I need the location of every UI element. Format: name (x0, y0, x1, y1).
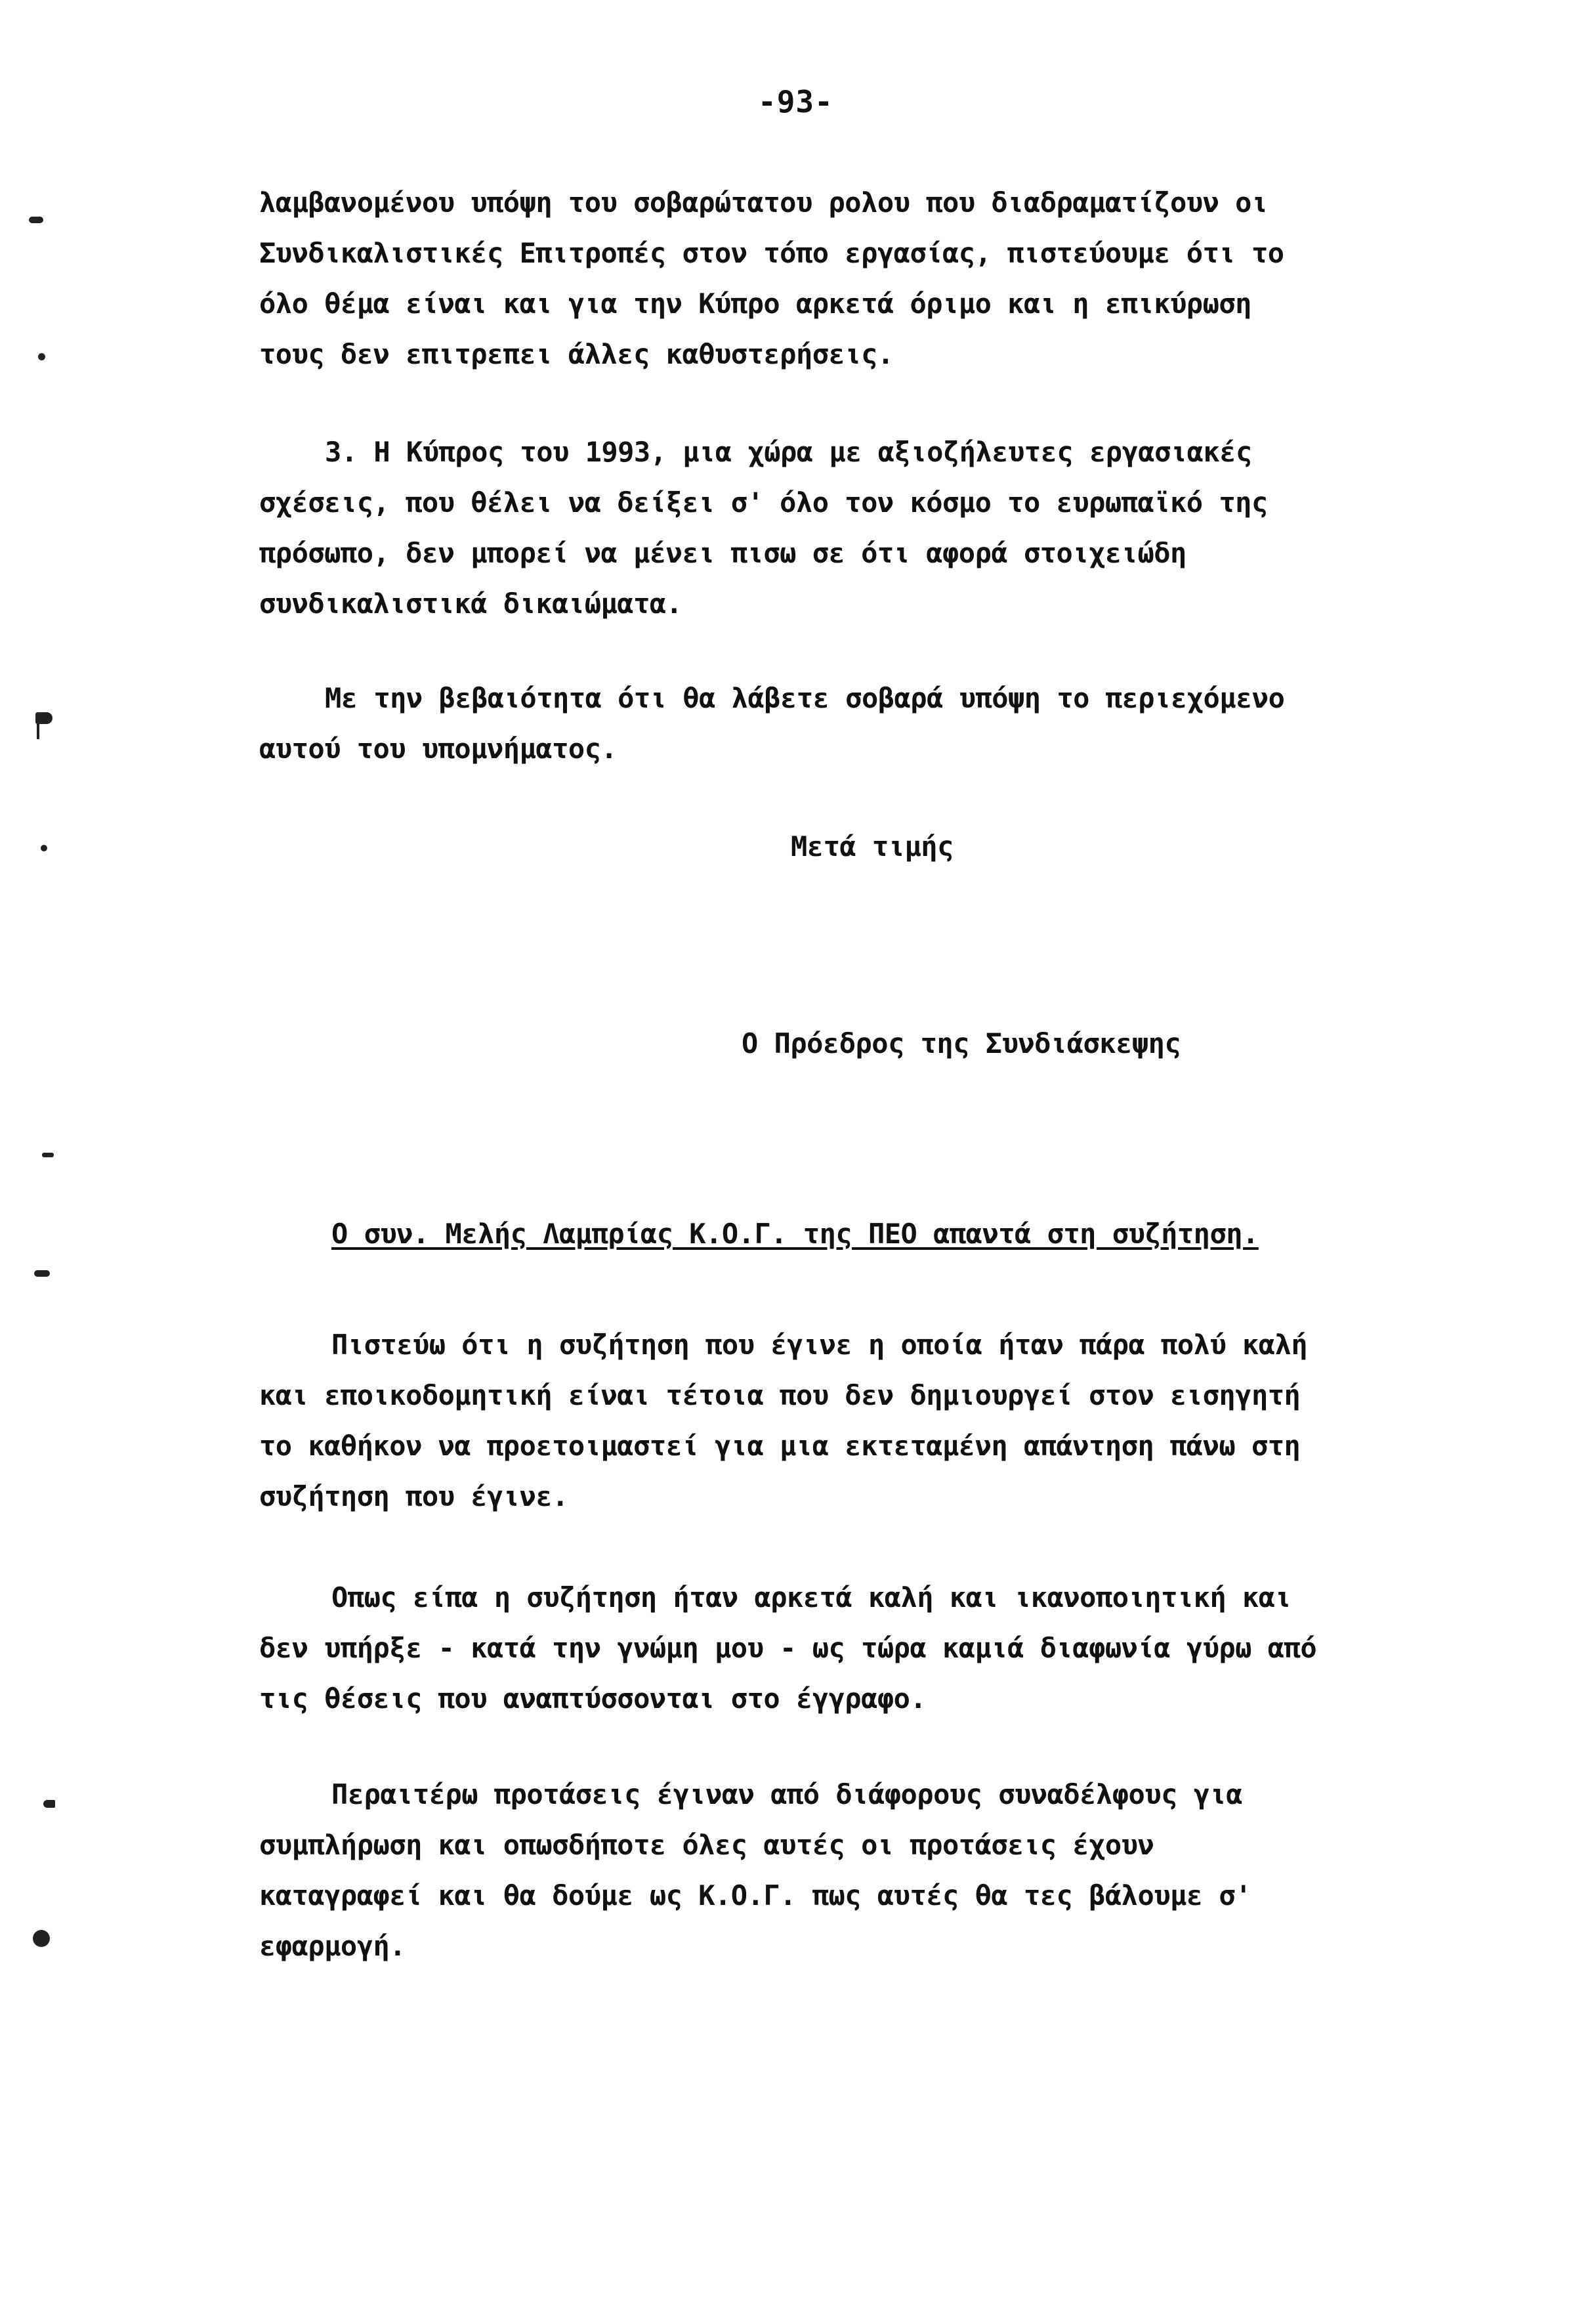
text-line: όλο θέμα είναι και για την Κύπρο αρκετά όριμο και η επικύρωση (259, 288, 1251, 320)
margin-mark (34, 1270, 50, 1277)
text-line: Συνδικαλιστικές Επιτροπές στον τόπο εργασίας, πιστεύουμε ότι το (259, 237, 1284, 269)
paragraph-6 (259, 1769, 1251, 1971)
margin-mark (41, 845, 47, 851)
text-line: συνδικαλιστικά δικαιώματα. (259, 588, 682, 620)
text-line: τις θέσεις που αναπτύσσονται στο έγγραφο. (259, 1682, 927, 1715)
text-line: εφαρμογή. (259, 1930, 406, 1962)
margin-mark (43, 1800, 55, 1808)
paragraph-1 (259, 177, 1284, 379)
margin-mark (29, 217, 43, 223)
margin-mark (42, 1153, 54, 1157)
margin-mark (33, 1930, 50, 1947)
paragraph-5 (259, 1572, 1316, 1724)
margin-mark (37, 722, 39, 739)
paragraph-2 (259, 427, 1268, 629)
text-line: Περαιτέρω προτάσεις έγιναν από διάφορους συναδέλφους για (331, 1778, 1243, 1810)
margin-mark (38, 353, 45, 360)
signature-text: Ο Πρόεδρος της Συνδιάσκεψης (742, 1027, 1181, 1059)
text-line: 3. Η Κύπρος του 1993, μια χώρα με αξιοζήλευτες εργασιακές (325, 436, 1252, 468)
text-line: συμπλήρωση και οπωσδήποτε όλες αυτές οι προτάσεις έχουν (259, 1829, 1154, 1861)
text-line: το καθήκον να προετοιμαστεί για μια εκτεταμένη απάντηση πάνω στη (259, 1430, 1301, 1462)
text-line: Πιστεύω ότι η συζήτηση που έγινε η οποία ήταν πάρα πολύ καλή (331, 1329, 1308, 1361)
text-line: αυτού του υπομνήματος. (259, 733, 618, 765)
closing-text: Μετά τιμής (791, 830, 954, 863)
paragraph-4 (259, 1319, 1307, 1522)
text-line: Με την βεβαιότητα ότι θα λάβετε σοβαρά υπόψη το περιεχόμενο (325, 682, 1285, 714)
page-number: -93- (758, 84, 833, 119)
text-line: καταγραφεί και θα δούμε ως Κ.Ο.Γ. πως αυτές θα τες βάλουμε σ' (259, 1879, 1251, 1912)
text-line: συζήτηση που έγινε. (259, 1480, 568, 1512)
text-line: πρόσωπο, δεν μπορεί να μένει πισω σε ότι αφορά στοιχειώδη (259, 537, 1186, 569)
text-line: σχέσεις, που θέλει να δείξει σ' όλο τον κόσμο το ευρωπαϊκό της (259, 486, 1268, 519)
text-line: τους δεν επιτρεπει άλλες καθυστερήσεις. (259, 338, 894, 370)
text-line: λαμβανομένου υπόψη του σοβαρώτατου ρολου που διαδραματίζουν οι (259, 186, 1268, 219)
text-line: δεν υπήρξε - κατά την γνώμη μου - ως τώρα καμιά διαφωνία γύρω από (259, 1632, 1317, 1664)
paragraph-3 (259, 673, 1284, 774)
text-line: και εποικοδομητική είναι τέτοια που δεν δημιουργεί στον εισηγητή (259, 1379, 1301, 1411)
section-heading: Ο συν. Μελής Λαμπρίας Κ.Ο.Γ. της ΠΕΟ απαντά στη συζήτηση. (331, 1218, 1259, 1250)
text-line: Οπως είπα η συζήτηση ήταν αρκετά καλή και ικανοποιητική και (331, 1581, 1292, 1613)
